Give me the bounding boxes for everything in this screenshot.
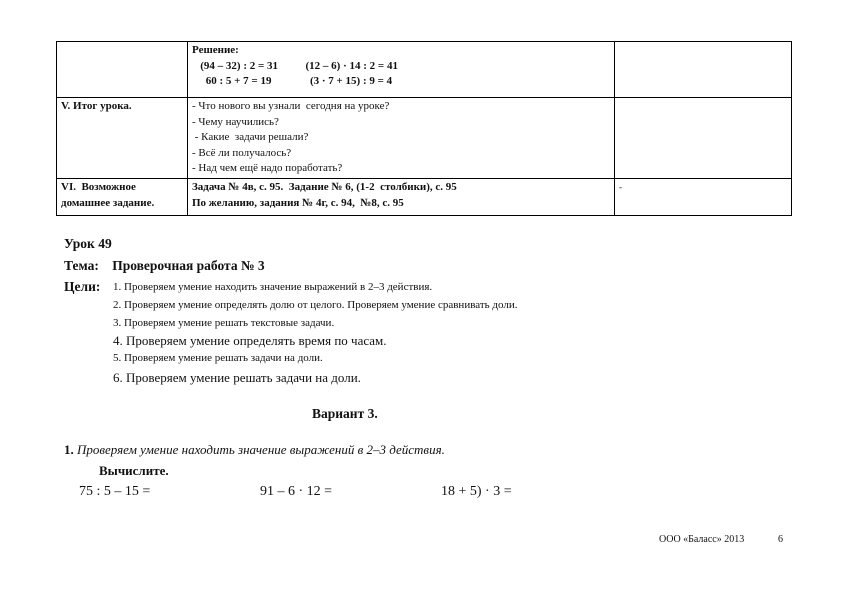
solution-cell xyxy=(188,42,615,98)
page-number: 6 xyxy=(778,534,783,545)
question-item: - Чему научились? xyxy=(192,115,279,128)
table-row xyxy=(57,98,792,179)
solution-line-2 xyxy=(192,74,611,90)
table-cell xyxy=(615,42,792,98)
goal-item: 5. Проверяем умение решать задачи на доли. xyxy=(113,352,323,364)
expression: 91 – 6 · 12 = xyxy=(260,484,333,499)
equation: (12 – 6) · 14 : 2 = 41 xyxy=(305,59,398,72)
topic-label: Тема: xyxy=(64,258,99,273)
goals-label: Цели: xyxy=(64,279,101,294)
equation: (3 · 7 + 15) : 9 = 4 xyxy=(309,75,393,87)
expression: 75 : 5 – 15 = xyxy=(79,484,151,499)
question-item: - Всё ли получалось? xyxy=(192,146,292,159)
table-row xyxy=(57,179,792,216)
goal-item: 2. Проверяем умение определять долю от целого. Проверяем умение сравнивать доли. xyxy=(113,299,518,311)
topic-text: Проверочная работа № 3 xyxy=(112,258,265,273)
equation: 60 : 5 + 7 = 19 xyxy=(205,75,272,87)
expression: 18 + 5) · 3 = xyxy=(441,484,512,499)
goal-item: 1. Проверяем умение находить значение выражений в 2–3 действия. xyxy=(113,281,433,293)
stage-label xyxy=(57,179,188,216)
goal-item: 6. Проверяем умение решать задачи на доли. xyxy=(113,370,361,385)
task-description: Проверяем умение находить значение выражений в 2–3 действия. xyxy=(77,442,445,457)
homework-cell xyxy=(188,179,615,216)
question-item: - Какие задачи решали? xyxy=(192,131,309,143)
stage-label-line: домашнее задание. xyxy=(61,196,155,209)
question-item: - Что нового вы узнали сегодня на уроке? xyxy=(192,100,390,112)
footer-publisher: ООО «Баласс» 2013 xyxy=(659,534,745,545)
table-row xyxy=(57,42,792,98)
task-number: 1. xyxy=(64,442,74,457)
solution-label: Решение: xyxy=(192,44,239,56)
homework-line: По желанию, задания № 4г, с. 94, №8, с. 95 xyxy=(192,196,404,209)
table-cell: - xyxy=(615,179,792,216)
table-cell xyxy=(57,42,188,98)
task-instruction: Вычислите. xyxy=(99,463,169,478)
questions-cell xyxy=(188,98,615,179)
goal-item: 4. Проверяем умение определять время по часам. xyxy=(113,333,387,348)
equation: (94 – 32) : 2 = 31 xyxy=(200,59,279,72)
lesson-plan-table xyxy=(56,41,792,216)
solution-line-1 xyxy=(192,59,611,75)
lesson-title: Урок 49 xyxy=(64,236,112,251)
table-cell xyxy=(615,98,792,179)
topic-line xyxy=(64,258,265,274)
goal-item: 3. Проверяем умение решать текстовые задачи. xyxy=(113,317,335,329)
stage-label: V. Итог урока. xyxy=(57,98,188,179)
stage-label-line: VI. Возможное xyxy=(61,181,136,193)
variant-heading: Вариант 3. xyxy=(312,406,378,421)
question-item: - Над чем ещё надо поработать? xyxy=(192,162,343,174)
task-1-line xyxy=(64,442,445,458)
homework-line: Задача № 4в, с. 95. Задание № 6, (1-2 столбики), с. 95 xyxy=(192,181,457,193)
